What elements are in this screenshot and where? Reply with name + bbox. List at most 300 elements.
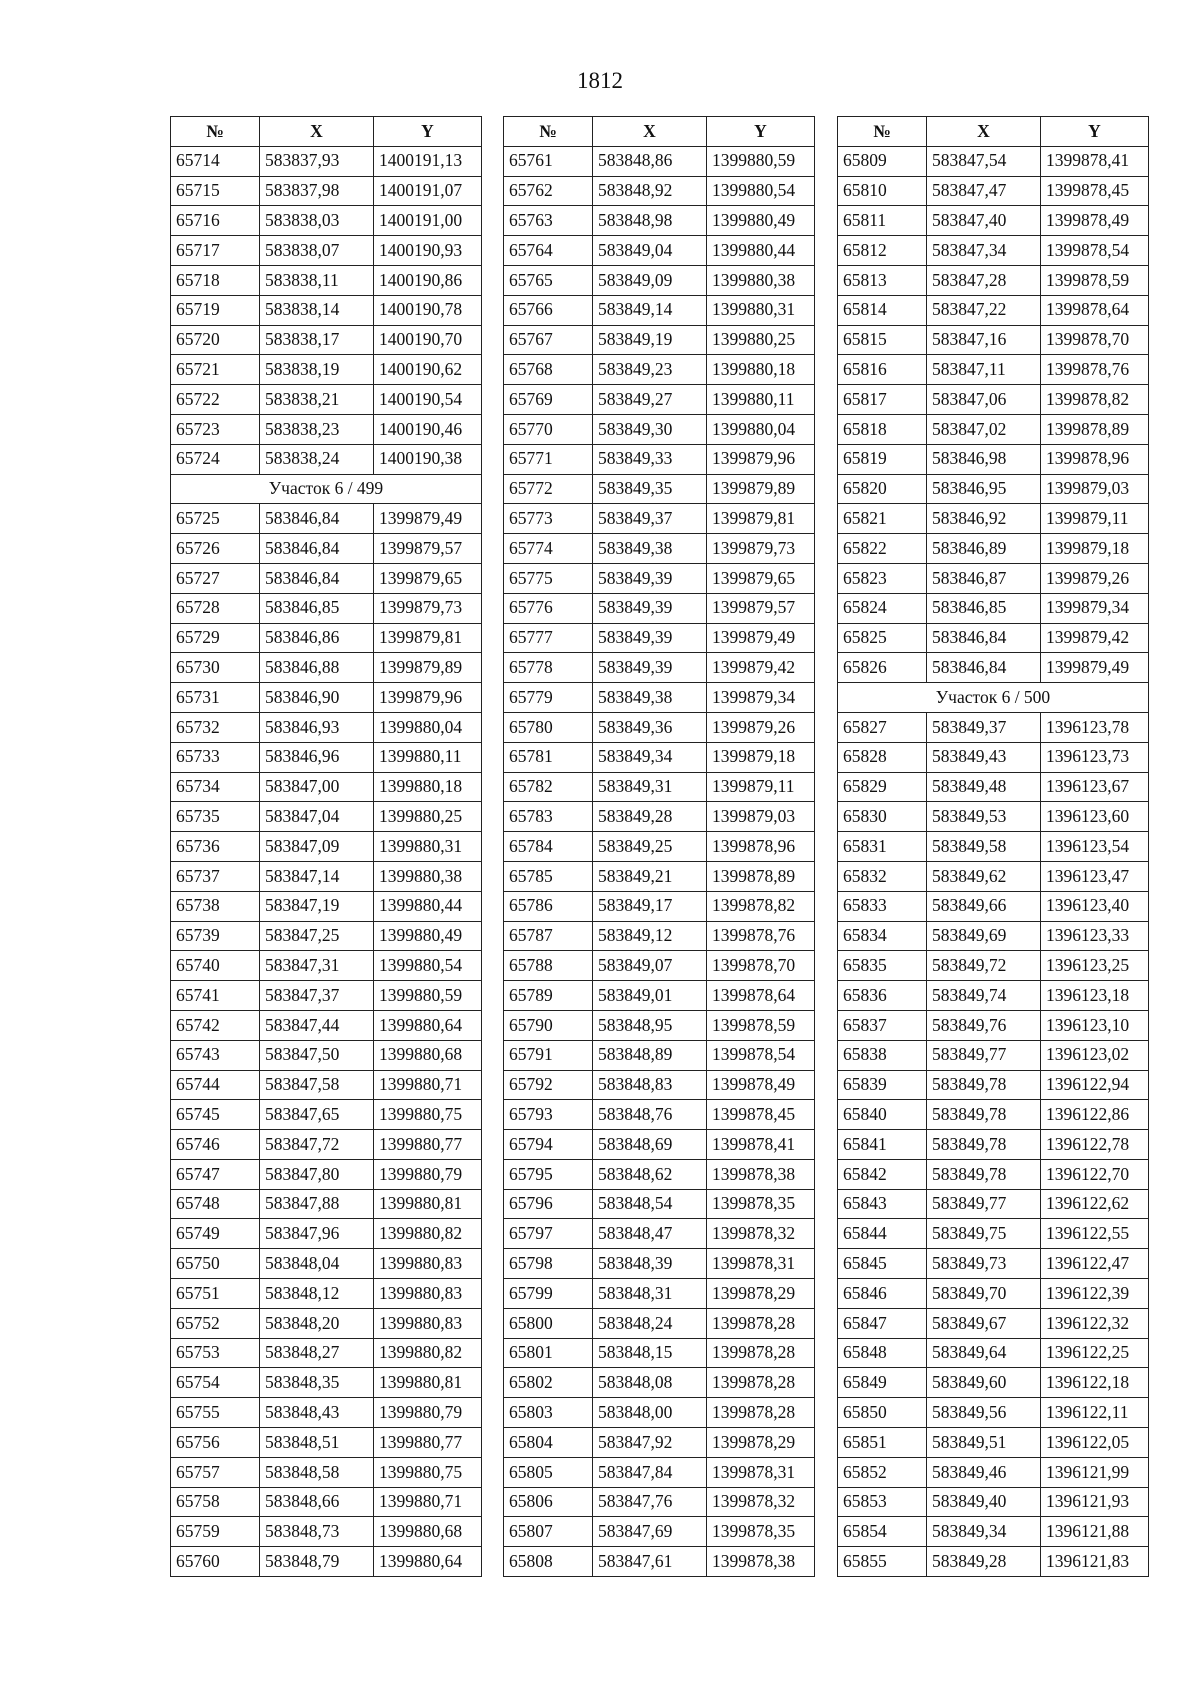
y-coordinate: 1399878,38	[707, 1547, 815, 1577]
point-number: 65833	[838, 891, 927, 921]
x-coordinate: 583849,72	[927, 951, 1041, 981]
point-number: 65847	[838, 1308, 927, 1338]
y-coordinate: 1399880,25	[374, 802, 482, 832]
y-coordinate: 1399880,04	[707, 414, 815, 444]
x-coordinate: 583846,84	[927, 653, 1041, 683]
point-number: 65728	[171, 593, 260, 623]
y-coordinate: 1399880,77	[374, 1428, 482, 1458]
x-coordinate: 583849,48	[927, 772, 1041, 802]
x-coordinate: 583849,74	[927, 981, 1041, 1011]
x-coordinate: 583849,58	[927, 832, 1041, 862]
table-row	[504, 1130, 815, 1160]
table-row	[504, 1368, 815, 1398]
point-number: 65765	[504, 265, 593, 295]
point-number: 65843	[838, 1189, 927, 1219]
y-coordinate: 1399878,70	[707, 951, 815, 981]
x-coordinate: 583849,09	[593, 265, 707, 295]
point-number: 65759	[171, 1517, 260, 1547]
table-row	[504, 1189, 815, 1219]
x-coordinate: 583849,36	[593, 712, 707, 742]
point-number: 65784	[504, 832, 593, 862]
y-coordinate: 1399879,49	[374, 504, 482, 534]
x-coordinate: 583849,04	[593, 236, 707, 266]
table-row	[504, 563, 815, 593]
y-coordinate: 1399880,38	[707, 265, 815, 295]
table-row	[838, 1130, 1149, 1160]
table-row	[838, 265, 1149, 295]
point-number: 65785	[504, 861, 593, 891]
table-row	[838, 146, 1149, 176]
y-coordinate: 1399879,49	[707, 623, 815, 653]
point-number: 65737	[171, 861, 260, 891]
header-y: Y	[1041, 117, 1149, 147]
point-number: 65854	[838, 1517, 927, 1547]
table-row	[171, 981, 482, 1011]
x-coordinate: 583847,69	[593, 1517, 707, 1547]
x-coordinate: 583848,66	[260, 1487, 374, 1517]
table-row	[838, 772, 1149, 802]
x-coordinate: 583849,23	[593, 355, 707, 385]
point-number: 65819	[838, 444, 927, 474]
table-row	[504, 802, 815, 832]
table-row	[838, 1189, 1149, 1219]
y-coordinate: 1399879,18	[707, 742, 815, 772]
x-coordinate: 583847,84	[593, 1457, 707, 1487]
x-coordinate: 583846,95	[927, 474, 1041, 504]
x-coordinate: 583849,37	[927, 712, 1041, 742]
y-coordinate: 1399880,31	[707, 295, 815, 325]
table-row	[838, 1249, 1149, 1279]
table-row	[504, 355, 815, 385]
table-row	[838, 534, 1149, 564]
x-coordinate: 583848,89	[593, 1040, 707, 1070]
table-row	[171, 325, 482, 355]
point-number: 65762	[504, 176, 593, 206]
header-number: №	[504, 117, 593, 147]
point-number: 65810	[838, 176, 927, 206]
y-coordinate: 1399879,34	[707, 683, 815, 713]
table-row	[504, 1010, 815, 1040]
table-row	[171, 265, 482, 295]
y-coordinate: 1400191,07	[374, 176, 482, 206]
table-row	[838, 206, 1149, 236]
table-row	[171, 951, 482, 981]
table-row	[838, 623, 1149, 653]
table-row	[171, 772, 482, 802]
point-number: 65749	[171, 1219, 260, 1249]
point-number: 65811	[838, 206, 927, 236]
table-row	[171, 385, 482, 415]
table-row	[504, 444, 815, 474]
y-coordinate: 1399880,71	[374, 1070, 482, 1100]
table-row	[504, 1547, 815, 1577]
point-number: 65844	[838, 1219, 927, 1249]
table-row	[838, 832, 1149, 862]
x-coordinate: 583848,15	[593, 1338, 707, 1368]
point-number: 65827	[838, 712, 927, 742]
table-row	[838, 1308, 1149, 1338]
x-coordinate: 583848,83	[593, 1070, 707, 1100]
x-coordinate: 583849,37	[593, 504, 707, 534]
y-coordinate: 1399880,75	[374, 1457, 482, 1487]
point-number: 65831	[838, 832, 927, 862]
y-coordinate: 1399880,54	[707, 176, 815, 206]
y-coordinate: 1399880,77	[374, 1130, 482, 1160]
y-coordinate: 1399879,73	[374, 593, 482, 623]
y-coordinate: 1396122,11	[1041, 1398, 1149, 1428]
table-row	[504, 1159, 815, 1189]
y-coordinate: 1399879,81	[374, 623, 482, 653]
x-coordinate: 583847,22	[927, 295, 1041, 325]
x-coordinate: 583849,21	[593, 861, 707, 891]
table-row	[171, 1010, 482, 1040]
table-row	[504, 504, 815, 534]
x-coordinate: 583849,75	[927, 1219, 1041, 1249]
point-number: 65849	[838, 1368, 927, 1398]
y-coordinate: 1399880,11	[707, 385, 815, 415]
coordinates-table-1	[170, 116, 482, 1577]
x-coordinate: 583847,37	[260, 981, 374, 1011]
point-number: 65754	[171, 1368, 260, 1398]
x-coordinate: 583849,39	[593, 623, 707, 653]
y-coordinate: 1396123,78	[1041, 712, 1149, 742]
point-number: 65834	[838, 921, 927, 951]
x-coordinate: 583837,93	[260, 146, 374, 176]
x-coordinate: 583847,72	[260, 1130, 374, 1160]
table-row	[171, 146, 482, 176]
x-coordinate: 583849,66	[927, 891, 1041, 921]
point-number: 65767	[504, 325, 593, 355]
x-coordinate: 583848,54	[593, 1189, 707, 1219]
x-coordinate: 583847,88	[260, 1189, 374, 1219]
y-coordinate: 1396123,10	[1041, 1010, 1149, 1040]
point-number: 65758	[171, 1487, 260, 1517]
point-number: 65753	[171, 1338, 260, 1368]
table-row	[171, 563, 482, 593]
x-coordinate: 583848,51	[260, 1428, 374, 1458]
point-number: 65793	[504, 1100, 593, 1130]
y-coordinate: 1396122,62	[1041, 1189, 1149, 1219]
point-number: 65721	[171, 355, 260, 385]
point-number: 65845	[838, 1249, 927, 1279]
point-number: 65796	[504, 1189, 593, 1219]
x-coordinate: 583849,14	[593, 295, 707, 325]
header-x: X	[927, 117, 1041, 147]
table-row	[171, 1189, 482, 1219]
y-coordinate: 1399880,64	[374, 1547, 482, 1577]
point-number: 65739	[171, 921, 260, 951]
y-coordinate: 1396122,25	[1041, 1338, 1149, 1368]
x-coordinate: 583846,93	[260, 712, 374, 742]
y-coordinate: 1396122,32	[1041, 1308, 1149, 1338]
y-coordinate: 1399878,64	[707, 981, 815, 1011]
point-number: 65776	[504, 593, 593, 623]
table-row	[171, 1308, 482, 1338]
table-row	[504, 1070, 815, 1100]
y-coordinate: 1399880,31	[374, 832, 482, 862]
y-coordinate: 1399878,38	[707, 1159, 815, 1189]
x-coordinate: 583849,73	[927, 1249, 1041, 1279]
x-coordinate: 583849,30	[593, 414, 707, 444]
table-row	[171, 832, 482, 862]
y-coordinate: 1399880,83	[374, 1279, 482, 1309]
table-row	[838, 414, 1149, 444]
point-number: 65837	[838, 1010, 927, 1040]
point-number: 65764	[504, 236, 593, 266]
point-number: 65748	[171, 1189, 260, 1219]
table-row	[171, 236, 482, 266]
point-number: 65745	[171, 1100, 260, 1130]
x-coordinate: 583847,04	[260, 802, 374, 832]
point-number: 65720	[171, 325, 260, 355]
point-number: 65836	[838, 981, 927, 1011]
table-row	[504, 1457, 815, 1487]
x-coordinate: 583848,95	[593, 1010, 707, 1040]
point-number: 65840	[838, 1100, 927, 1130]
table-row	[171, 712, 482, 742]
y-coordinate: 1396122,39	[1041, 1279, 1149, 1309]
x-coordinate: 583848,86	[593, 146, 707, 176]
y-coordinate: 1399879,81	[707, 504, 815, 534]
table-row	[504, 1219, 815, 1249]
x-coordinate: 583848,58	[260, 1457, 374, 1487]
table-row	[171, 653, 482, 683]
table-row	[838, 474, 1149, 504]
point-number: 65808	[504, 1547, 593, 1577]
x-coordinate: 583847,76	[593, 1487, 707, 1517]
y-coordinate: 1396121,88	[1041, 1517, 1149, 1547]
table-row	[171, 1100, 482, 1130]
table-row	[171, 623, 482, 653]
point-number: 65763	[504, 206, 593, 236]
y-coordinate: 1399878,45	[1041, 176, 1149, 206]
point-number: 65752	[171, 1308, 260, 1338]
table-row	[838, 1040, 1149, 1070]
x-coordinate: 583848,20	[260, 1308, 374, 1338]
point-number: 65726	[171, 534, 260, 564]
point-number: 65766	[504, 295, 593, 325]
x-coordinate: 583849,28	[593, 802, 707, 832]
x-coordinate: 583847,25	[260, 921, 374, 951]
point-number: 65733	[171, 742, 260, 772]
y-coordinate: 1396123,73	[1041, 742, 1149, 772]
header-x: X	[593, 117, 707, 147]
x-coordinate: 583849,46	[927, 1457, 1041, 1487]
x-coordinate: 583847,61	[593, 1547, 707, 1577]
point-number: 65789	[504, 981, 593, 1011]
point-number: 65771	[504, 444, 593, 474]
x-coordinate: 583849,12	[593, 921, 707, 951]
table-row	[171, 1130, 482, 1160]
point-number: 65807	[504, 1517, 593, 1547]
point-number: 65773	[504, 504, 593, 534]
point-number: 65782	[504, 772, 593, 802]
point-number: 65848	[838, 1338, 927, 1368]
y-coordinate: 1399878,49	[707, 1070, 815, 1100]
x-coordinate: 583848,98	[593, 206, 707, 236]
y-coordinate: 1396123,33	[1041, 921, 1149, 951]
x-coordinate: 583846,85	[927, 593, 1041, 623]
header-y: Y	[374, 117, 482, 147]
table-row	[171, 176, 482, 206]
table-row	[171, 1338, 482, 1368]
point-number: 65780	[504, 712, 593, 742]
point-number: 65777	[504, 623, 593, 653]
table-row	[504, 1338, 815, 1368]
table-row	[504, 534, 815, 564]
table-row	[838, 1457, 1149, 1487]
x-coordinate: 583849,67	[927, 1308, 1041, 1338]
table-row	[504, 414, 815, 444]
y-coordinate: 1399879,42	[707, 653, 815, 683]
x-coordinate: 583849,39	[593, 653, 707, 683]
table-row	[504, 1040, 815, 1070]
x-coordinate: 583848,35	[260, 1368, 374, 1398]
table-row	[171, 206, 482, 236]
table-row	[504, 1517, 815, 1547]
x-coordinate: 583849,17	[593, 891, 707, 921]
x-coordinate: 583847,58	[260, 1070, 374, 1100]
table-row	[504, 295, 815, 325]
table-row	[838, 236, 1149, 266]
table-row	[838, 1159, 1149, 1189]
y-coordinate: 1399878,82	[1041, 385, 1149, 415]
x-coordinate: 583847,96	[260, 1219, 374, 1249]
point-number: 65838	[838, 1040, 927, 1070]
point-number: 65744	[171, 1070, 260, 1100]
y-coordinate: 1399878,76	[707, 921, 815, 951]
point-number: 65804	[504, 1428, 593, 1458]
y-coordinate: 1399880,25	[707, 325, 815, 355]
y-coordinate: 1399879,73	[707, 534, 815, 564]
y-coordinate: 1396122,78	[1041, 1130, 1149, 1160]
y-coordinate: 1399880,79	[374, 1398, 482, 1428]
table-row	[504, 325, 815, 355]
x-coordinate: 583848,69	[593, 1130, 707, 1160]
x-coordinate: 583848,73	[260, 1517, 374, 1547]
y-coordinate: 1399878,89	[1041, 414, 1149, 444]
point-number: 65750	[171, 1249, 260, 1279]
table-row	[838, 891, 1149, 921]
x-coordinate: 583848,31	[593, 1279, 707, 1309]
table-row	[504, 712, 815, 742]
point-number: 65774	[504, 534, 593, 564]
x-coordinate: 583846,98	[927, 444, 1041, 474]
x-coordinate: 583849,78	[927, 1070, 1041, 1100]
x-coordinate: 583848,92	[593, 176, 707, 206]
y-coordinate: 1396123,67	[1041, 772, 1149, 802]
point-number: 65731	[171, 683, 260, 713]
header-y: Y	[707, 117, 815, 147]
x-coordinate: 583849,77	[927, 1040, 1041, 1070]
y-coordinate: 1396123,60	[1041, 802, 1149, 832]
table-row	[838, 802, 1149, 832]
point-number: 65781	[504, 742, 593, 772]
point-number: 65788	[504, 951, 593, 981]
y-coordinate: 1399879,65	[374, 563, 482, 593]
x-coordinate: 583838,23	[260, 414, 374, 444]
x-coordinate: 583849,60	[927, 1368, 1041, 1398]
point-number: 65768	[504, 355, 593, 385]
table-row	[838, 325, 1149, 355]
point-number: 65852	[838, 1457, 927, 1487]
point-number: 65725	[171, 504, 260, 534]
x-coordinate: 583849,39	[593, 593, 707, 623]
point-number: 65794	[504, 1130, 593, 1160]
y-coordinate: 1399878,29	[707, 1279, 815, 1309]
y-coordinate: 1399878,28	[707, 1368, 815, 1398]
y-coordinate: 1400190,70	[374, 325, 482, 355]
y-coordinate: 1399879,89	[707, 474, 815, 504]
x-coordinate: 583849,64	[927, 1338, 1041, 1368]
table-row	[171, 742, 482, 772]
table-row	[838, 385, 1149, 415]
point-number: 65820	[838, 474, 927, 504]
table-row	[838, 176, 1149, 206]
y-coordinate: 1399880,54	[374, 951, 482, 981]
y-coordinate: 1399878,45	[707, 1100, 815, 1130]
point-number: 65822	[838, 534, 927, 564]
table-row	[171, 534, 482, 564]
table-row	[838, 1517, 1149, 1547]
x-coordinate: 583849,34	[927, 1517, 1041, 1547]
table-header-row	[838, 117, 1149, 147]
point-number: 65801	[504, 1338, 593, 1368]
y-coordinate: 1399878,64	[1041, 295, 1149, 325]
y-coordinate: 1400190,78	[374, 295, 482, 325]
x-coordinate: 583848,43	[260, 1398, 374, 1428]
point-number: 65805	[504, 1457, 593, 1487]
x-coordinate: 583848,00	[593, 1398, 707, 1428]
point-number: 65851	[838, 1428, 927, 1458]
x-coordinate: 583849,27	[593, 385, 707, 415]
y-coordinate: 1400190,54	[374, 385, 482, 415]
table-row	[838, 981, 1149, 1011]
y-coordinate: 1399880,18	[374, 772, 482, 802]
table-row	[504, 1398, 815, 1428]
y-coordinate: 1396122,70	[1041, 1159, 1149, 1189]
x-coordinate: 583848,27	[260, 1338, 374, 1368]
x-coordinate: 583846,90	[260, 683, 374, 713]
y-coordinate: 1399879,11	[1041, 504, 1149, 534]
y-coordinate: 1399879,26	[1041, 563, 1149, 593]
x-coordinate: 583848,79	[260, 1547, 374, 1577]
point-number: 65714	[171, 146, 260, 176]
section-row	[838, 683, 1149, 713]
point-number: 65747	[171, 1159, 260, 1189]
section-label: Участок 6 / 499	[171, 474, 482, 504]
y-coordinate: 1399878,28	[707, 1338, 815, 1368]
table-row	[838, 1010, 1149, 1040]
table-row	[838, 861, 1149, 891]
y-coordinate: 1399878,31	[707, 1457, 815, 1487]
y-coordinate: 1399879,57	[707, 593, 815, 623]
y-coordinate: 1399878,41	[707, 1130, 815, 1160]
y-coordinate: 1399878,96	[707, 832, 815, 862]
point-number: 65823	[838, 563, 927, 593]
y-coordinate: 1399879,96	[374, 683, 482, 713]
point-number: 65825	[838, 623, 927, 653]
point-number: 65775	[504, 563, 593, 593]
y-coordinate: 1396123,25	[1041, 951, 1149, 981]
y-coordinate: 1396123,02	[1041, 1040, 1149, 1070]
y-coordinate: 1399879,11	[707, 772, 815, 802]
table-row	[504, 742, 815, 772]
y-coordinate: 1399879,96	[707, 444, 815, 474]
y-coordinate: 1400190,38	[374, 444, 482, 474]
x-coordinate: 583848,12	[260, 1279, 374, 1309]
table-row	[171, 1219, 482, 1249]
